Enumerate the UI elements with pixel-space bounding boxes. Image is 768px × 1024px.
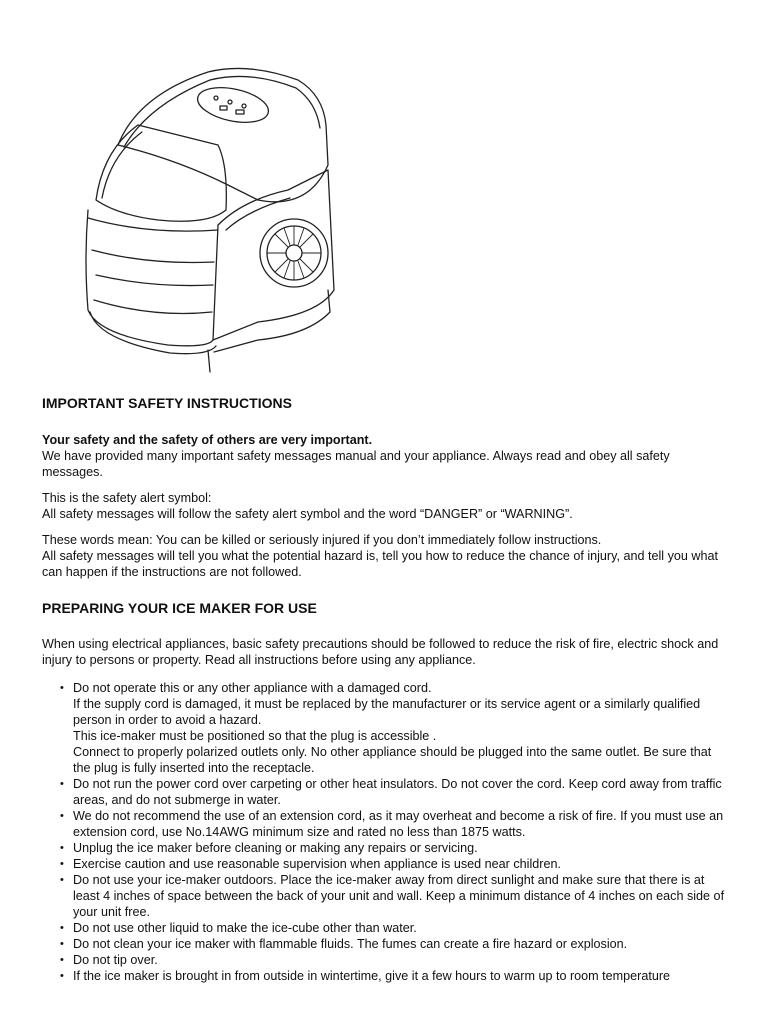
list-item-text: This ice-maker must be positioned so that the plug is accessible .: [73, 729, 437, 743]
words-mean-line: These words mean: You can be killed or seriously injured if you don’t immediately follow instructions.: [42, 533, 602, 547]
list-item-text: If the supply cord is damaged, it must be replaced by the manufacturer or its service agent or a similarly qualified person in order to avoid a hazard.: [73, 697, 701, 727]
heading-safety-instructions: IMPORTANT SAFETY INSTRUCTIONS: [42, 395, 292, 411]
list-item-text: Connect to properly polarized outlets only. No other appliance should be plugged into the same outlet. Be sure that the plug is fully inserted into the receptacle.: [73, 745, 712, 775]
document-body: [42, 394, 732, 984]
list-item: [73, 952, 732, 968]
safety-importance-line: Your safety and the safety of others are very important.: [42, 433, 373, 447]
alert-symbol-line: This is the safety alert symbol:: [42, 491, 212, 505]
safety-intro-paragraph: We have provided many important safety messages manual and your appliance. Always read and obey all safety messages.: [42, 449, 670, 479]
list-item-text: Do not clean your ice maker with flammable fluids. The fumes can create a fire hazard or explosion.: [73, 937, 628, 951]
list-item: [73, 920, 732, 936]
list-item: [73, 936, 732, 952]
heading-preparing-ice-maker: PREPARING YOUR ICE MAKER FOR USE: [42, 600, 317, 616]
list-item-text: We do not recommend the use of an extension cord, as it may overheat and become a risk of fire. If you must use an extension cord, use No.14AWG minimum size and rated no less than 1875 watts.: [73, 809, 724, 839]
list-item: [73, 776, 732, 808]
list-item: [73, 808, 732, 840]
list-item-text: Do not use your ice-maker outdoors. Place the ice-maker away from direct sunlight and make sure that there is at least 4 inches of space between the back of your unit and wall. Keep a minimum distance of 4 inches on each side of your unit free.: [73, 873, 725, 919]
list-item: [73, 856, 732, 872]
list-item: [73, 968, 732, 984]
list-item: [73, 840, 732, 856]
list-item: [73, 680, 732, 776]
list-item-text: Do not tip over.: [73, 953, 158, 967]
precautions-intro: When using electrical appliances, basic safety precautions should be followed to reduce the risk of fire, electric shock and injury to persons or property. Read all instructions before using any appliance.: [42, 637, 719, 667]
list-item-text: If the ice maker is brought in from outside in wintertime, give it a few hours to warm up to room temperature: [73, 969, 671, 983]
list-item-text: Exercise caution and use reasonable supervision when appliance is used near children.: [73, 857, 561, 871]
ice-maker-illustration: [58, 50, 388, 375]
alert-symbol-description: All safety messages will follow the safety alert symbol and the word “DANGER” or “WARNING”.: [42, 507, 573, 521]
list-item-text: Do not run the power cord over carpeting or other heat insulators. Do not cover the cord. Keep cord away from traffic areas, and do not submerge in water.: [73, 777, 722, 807]
list-item-text: Unplug the ice maker before cleaning or making any repairs or servicing.: [73, 841, 478, 855]
safety-bullet-list: [42, 680, 732, 984]
list-item-text: Do not use other liquid to make the ice-cube other than water.: [73, 921, 417, 935]
list-item: [73, 872, 732, 920]
hazard-description: All safety messages will tell you what the potential hazard is, tell you how to reduce the chance of injury, and tell you what can happen if the instructions are not followed.: [42, 549, 718, 579]
list-item-text: • Do not operate this or any other appliance with a damaged cord.: [73, 681, 432, 695]
